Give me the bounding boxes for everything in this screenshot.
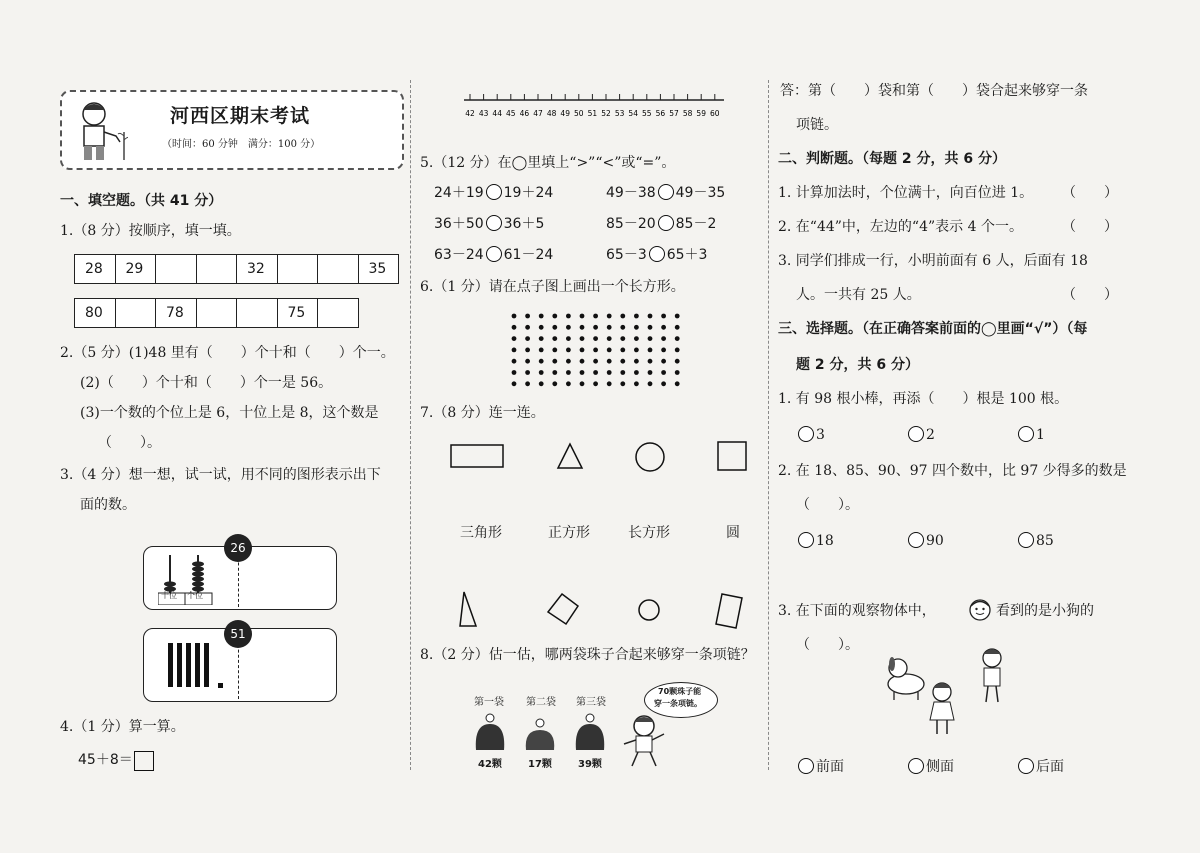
number-line-label: 51 bbox=[587, 109, 598, 118]
grid-dot bbox=[552, 325, 557, 330]
judge-3b: 人。一共有 25 人。 bbox=[796, 287, 921, 303]
answer-box[interactable] bbox=[134, 751, 154, 771]
square-face-icon bbox=[548, 594, 578, 624]
question-2a: 2.（5 分）(1)48 里有（ ）个十和（ ）个一。 bbox=[60, 345, 395, 361]
bag-2-count: 17颗 bbox=[528, 759, 552, 770]
rectangle-face-icon bbox=[716, 594, 742, 628]
number-cell[interactable] bbox=[155, 254, 197, 284]
boy-figure-icon bbox=[983, 649, 1001, 702]
number-line-label: 48 bbox=[546, 109, 557, 118]
comparison-item bbox=[606, 184, 725, 202]
grid-dot bbox=[675, 325, 680, 330]
grid-dot bbox=[661, 348, 666, 353]
number-51: 51 bbox=[230, 627, 246, 641]
grid-dot bbox=[580, 370, 585, 375]
choice-3-option-c[interactable]: 后面 bbox=[1016, 758, 1064, 776]
section-true-false: 二、判断题。（每题 2 分，共 6 分） bbox=[778, 151, 1006, 167]
grid-dot bbox=[620, 370, 625, 375]
puppy-icon bbox=[888, 657, 924, 700]
number-cell: 78 bbox=[155, 298, 197, 328]
number-cell: 35 bbox=[358, 254, 400, 284]
bubble-line-1: 70颗珠子能 bbox=[658, 687, 702, 696]
radio-circle-icon[interactable] bbox=[908, 532, 924, 548]
right-expression: 61－24 bbox=[503, 247, 554, 263]
exam-subtitle: （时间：60 分钟 满分：100 分） bbox=[162, 139, 321, 150]
number-cell: 32 bbox=[236, 254, 278, 284]
grid-dot bbox=[580, 381, 585, 386]
choice-2-option-b[interactable]: 90 bbox=[906, 532, 944, 550]
grid-dot bbox=[620, 359, 625, 364]
question-4: 4.（1 分）算一算。 bbox=[60, 719, 185, 735]
choice-2-option-c[interactable]: 85 bbox=[1016, 532, 1054, 550]
left-expression: 36＋50 bbox=[434, 216, 484, 232]
compare-circle-icon[interactable] bbox=[486, 184, 502, 200]
judge-3a: 3. 同学们排成一行，小明前面有 6 人，后面有 18 bbox=[778, 253, 1088, 269]
column-divider bbox=[410, 80, 411, 770]
radio-circle-icon[interactable] bbox=[798, 426, 814, 442]
grid-dot bbox=[648, 325, 653, 330]
choice-3a: 3. 在下面的观察物体中， bbox=[778, 603, 936, 619]
number-line-label: 59 bbox=[696, 109, 706, 118]
shape-name-triangle: 三角形 bbox=[460, 525, 502, 541]
grid-dot bbox=[675, 370, 680, 375]
question-2c: (3)一个数的个位上是 6，十位上是 8，这个数是 bbox=[80, 405, 379, 421]
comparison-item bbox=[606, 215, 716, 233]
radio-circle-icon[interactable] bbox=[798, 532, 814, 548]
grid-dot bbox=[593, 336, 598, 341]
grid-dot bbox=[580, 359, 585, 364]
grid-dot bbox=[675, 359, 680, 364]
grid-dot bbox=[648, 381, 653, 386]
grid-dot bbox=[675, 348, 680, 353]
answer-line-2: 项链。 bbox=[796, 117, 838, 133]
grid-dot bbox=[675, 381, 680, 386]
grid-dot bbox=[580, 314, 585, 319]
grid-dot bbox=[525, 381, 530, 386]
choice-1-option-c[interactable]: 1 bbox=[1016, 426, 1045, 444]
question-7: 7.（8 分）连一连。 bbox=[420, 405, 545, 421]
bag-2-label: 第二袋 bbox=[526, 697, 556, 708]
radio-circle-icon[interactable] bbox=[908, 426, 924, 442]
grid-dot bbox=[593, 325, 598, 330]
grid-dot bbox=[552, 359, 557, 364]
number-line-label: 44 bbox=[492, 109, 502, 118]
number-line-label: 53 bbox=[614, 109, 625, 118]
number-cell[interactable] bbox=[317, 298, 359, 328]
number-line-label: 54 bbox=[628, 109, 638, 118]
choice-2b: （ ）。 bbox=[796, 497, 859, 513]
question-8: 8.（2 分）估一估，哪两袋珠子合起来够穿一条项链？ bbox=[420, 647, 755, 663]
left-expression: 49－38 bbox=[606, 185, 656, 201]
question-4-expression: 45＋8＝ bbox=[78, 752, 133, 768]
grid-dot bbox=[648, 314, 653, 319]
grid-dot bbox=[620, 381, 625, 386]
grid-dot bbox=[580, 325, 585, 330]
grid-dot bbox=[539, 359, 544, 364]
grid-dot bbox=[661, 314, 666, 319]
circle-shape bbox=[636, 443, 664, 471]
number-cell: 75 bbox=[277, 298, 319, 328]
grid-dot bbox=[675, 314, 680, 319]
grid-dot bbox=[539, 314, 544, 319]
grid-dot bbox=[566, 325, 571, 330]
choice-1: 1. 有 98 根小棒，再添（ ）根是 100 根。 bbox=[778, 391, 1069, 407]
grid-dot bbox=[634, 314, 639, 319]
grid-dot bbox=[539, 325, 544, 330]
bag-1-label: 第一袋 bbox=[474, 697, 504, 708]
grid-dot bbox=[661, 325, 666, 330]
grid-dot bbox=[593, 314, 598, 319]
left-expression: 24＋19 bbox=[434, 185, 484, 201]
radio-circle-icon[interactable] bbox=[798, 758, 814, 774]
right-expression: 19＋24 bbox=[503, 185, 554, 201]
number-line bbox=[462, 88, 732, 122]
shape-name-rectangle: 长方形 bbox=[628, 525, 670, 541]
judge-3-paren[interactable]: （ ） bbox=[1062, 287, 1118, 303]
grid-dot bbox=[512, 325, 517, 330]
choice-3-option-b[interactable]: 侧面 bbox=[906, 758, 954, 776]
grid-dot bbox=[566, 314, 571, 319]
choice-1-option-a[interactable]: 3 bbox=[796, 426, 825, 444]
number-cell[interactable] bbox=[115, 298, 157, 328]
grid-dot bbox=[620, 336, 625, 341]
grid-dot bbox=[525, 348, 530, 353]
ten-sticks-icon bbox=[168, 643, 258, 693]
number-cell: 80 bbox=[74, 298, 116, 328]
choice-2-option-a[interactable]: 18 bbox=[796, 532, 834, 550]
comparison-item bbox=[434, 246, 553, 264]
choice-3a-tail: 看到的是小狗的 bbox=[996, 603, 1094, 619]
question-6: 6.（1 分）请在点子图上画出一个长方形。 bbox=[420, 279, 685, 295]
comparison-item bbox=[606, 246, 707, 264]
compare-circle-icon[interactable] bbox=[658, 215, 674, 231]
bead-bag-icon bbox=[526, 719, 554, 750]
bead-bags bbox=[470, 710, 620, 754]
grid-dot bbox=[525, 359, 530, 364]
grid-dot bbox=[661, 359, 666, 364]
grid-dot bbox=[552, 370, 557, 375]
grid-dot bbox=[620, 325, 625, 330]
bag-3-label: 第三袋 bbox=[576, 697, 606, 708]
grid-dot bbox=[593, 381, 598, 386]
judge-2-paren[interactable]: （ ） bbox=[1062, 219, 1118, 235]
triangle-face-icon bbox=[460, 592, 476, 626]
grid-dot bbox=[593, 370, 598, 375]
grid-dot bbox=[525, 336, 530, 341]
radio-circle-icon[interactable] bbox=[1018, 426, 1034, 442]
grid-dot bbox=[648, 336, 653, 341]
question-3b: 面的数。 bbox=[80, 497, 136, 513]
grid-dot bbox=[552, 314, 557, 319]
number-badge-26 bbox=[224, 534, 252, 562]
girl-figure-icon bbox=[930, 683, 954, 734]
grid-dot bbox=[539, 348, 544, 353]
grid-dot bbox=[512, 370, 517, 375]
dot-grid[interactable] bbox=[508, 310, 688, 390]
shape-name-circle: 圆 bbox=[726, 525, 740, 541]
shapes-row-top bbox=[440, 436, 760, 480]
grid-dot bbox=[580, 348, 585, 353]
grid-dot bbox=[593, 359, 598, 364]
number-line-label: 45 bbox=[506, 109, 516, 118]
ones-label: 个位 bbox=[187, 591, 203, 600]
grid-dot bbox=[539, 336, 544, 341]
number-line-label: 57 bbox=[669, 109, 679, 118]
number-line-label: 46 bbox=[519, 109, 530, 118]
right-expression: 36＋5 bbox=[503, 216, 545, 232]
grid-dot bbox=[512, 359, 517, 364]
number-line-label: 56 bbox=[655, 109, 666, 118]
solid-faces-row bbox=[450, 588, 760, 634]
grid-dot bbox=[607, 314, 612, 319]
judge-1-paren[interactable]: （ ） bbox=[1062, 185, 1118, 201]
question-5: 5.（12 分）在◯里填上“>”“<”或“=”。 bbox=[420, 155, 676, 171]
grid-dot bbox=[580, 336, 585, 341]
question-2d: （ ）。 bbox=[98, 435, 161, 451]
bubble-line-2: 穿一条项链。 bbox=[654, 699, 702, 708]
number-line-label: 50 bbox=[574, 109, 584, 118]
grid-dot bbox=[566, 336, 571, 341]
grid-dot bbox=[634, 370, 639, 375]
grid-dot bbox=[675, 336, 680, 341]
comparison-item bbox=[434, 215, 544, 233]
grid-dot bbox=[607, 381, 612, 386]
radio-circle-icon[interactable] bbox=[1018, 758, 1034, 774]
grid-dot bbox=[512, 314, 517, 319]
grid-dot bbox=[607, 359, 612, 364]
grid-dot bbox=[634, 359, 639, 364]
number-cell[interactable] bbox=[196, 298, 238, 328]
grid-dot bbox=[566, 359, 571, 364]
number-line-label: 43 bbox=[478, 109, 489, 118]
bag-3-count: 39颗 bbox=[578, 759, 602, 770]
section-choice-a: 三、选择题。（在正确答案前面的◯里画“√”）（每 bbox=[778, 321, 1088, 337]
right-expression: 49－35 bbox=[675, 185, 726, 201]
page-title: 河西区期末考试 bbox=[170, 105, 311, 127]
tens-label: 十位 bbox=[161, 591, 177, 600]
grid-dot bbox=[661, 381, 666, 386]
grid-dot bbox=[512, 348, 517, 353]
grid-dot bbox=[648, 359, 653, 364]
question-1: 1.（8 分）按顺序，填一填。 bbox=[60, 223, 241, 239]
question-2b: (2)（ ）个十和（ ）个一是 56。 bbox=[80, 375, 333, 391]
grid-dot bbox=[634, 348, 639, 353]
grid-dot bbox=[539, 381, 544, 386]
grid-dot bbox=[634, 325, 639, 330]
grid-dot bbox=[648, 348, 653, 353]
grid-dot bbox=[512, 336, 517, 341]
grid-dot bbox=[607, 370, 612, 375]
number-line-label: 49 bbox=[560, 109, 570, 118]
child-figure-icon bbox=[620, 714, 670, 768]
answer-line-1: 答：第（ ）袋和第（ ）袋合起来够穿一条 bbox=[780, 83, 1088, 99]
grid-dot bbox=[566, 348, 571, 353]
left-expression: 63－24 bbox=[434, 247, 484, 263]
girl-face-icon bbox=[968, 598, 992, 622]
choice-3b: （ ）。 bbox=[796, 637, 859, 653]
number-cell: 28 bbox=[74, 254, 116, 284]
judge-1: 1. 计算加法时，个位满十，向百位进 1。 bbox=[778, 185, 1034, 201]
grid-dot bbox=[593, 348, 598, 353]
triangle-shape bbox=[558, 444, 582, 468]
grid-dot bbox=[539, 370, 544, 375]
number-line-label: 60 bbox=[710, 109, 720, 118]
comparison-item bbox=[434, 184, 553, 202]
grid-dot bbox=[566, 381, 571, 386]
shape-name-square: 正方形 bbox=[548, 525, 590, 541]
boy-watering-plant-icon bbox=[68, 96, 128, 164]
section-fill-blanks: 一、填空题。（共 41 分） bbox=[60, 193, 223, 209]
compare-circle-icon[interactable] bbox=[649, 246, 665, 262]
grid-dot bbox=[525, 325, 530, 330]
grid-dot bbox=[661, 370, 666, 375]
title-box bbox=[60, 90, 404, 170]
judge-2: 2. 在“44”中，左边的“4”表示 4 个一。 bbox=[778, 219, 1023, 235]
number-badge-51 bbox=[224, 620, 252, 648]
grid-dot bbox=[607, 325, 612, 330]
compare-circle-icon[interactable] bbox=[658, 184, 674, 200]
grid-dot bbox=[512, 381, 517, 386]
grid-dot bbox=[648, 370, 653, 375]
bead-bag-icon bbox=[476, 714, 504, 750]
number-line-label: 58 bbox=[682, 109, 693, 118]
number-cell[interactable] bbox=[317, 254, 359, 284]
question-3a: 3.（4 分）想一想，试一试，用不同的图形表示出下 bbox=[60, 467, 381, 483]
square-shape bbox=[718, 442, 746, 470]
grid-dot bbox=[525, 370, 530, 375]
bag-1-count: 42颗 bbox=[478, 759, 502, 770]
grid-dot bbox=[607, 336, 612, 341]
grid-dot bbox=[566, 370, 571, 375]
grid-dot bbox=[620, 314, 625, 319]
column-divider bbox=[768, 80, 769, 770]
number-cell[interactable] bbox=[236, 298, 278, 328]
number-26: 26 bbox=[230, 541, 246, 555]
circle-face-icon bbox=[639, 600, 659, 620]
rectangle-shape bbox=[451, 445, 503, 467]
observation-scene bbox=[884, 644, 1014, 740]
compare-circle-icon[interactable] bbox=[486, 246, 502, 262]
right-expression: 65＋3 bbox=[666, 247, 708, 263]
number-line-label: 52 bbox=[601, 109, 611, 118]
grid-dot bbox=[620, 348, 625, 353]
right-expression: 85－2 bbox=[675, 216, 717, 232]
grid-dot bbox=[634, 381, 639, 386]
choice-2a: 2. 在 18、85、90、97 四个数中，比 97 少得多的数是 bbox=[778, 463, 1127, 479]
left-expression: 85－20 bbox=[606, 216, 656, 232]
number-cell: 29 bbox=[115, 254, 157, 284]
number-cell[interactable] bbox=[277, 254, 319, 284]
choice-3-option-a[interactable]: 前面 bbox=[796, 758, 844, 776]
left-expression: 65－3 bbox=[606, 247, 647, 263]
number-line-label: 47 bbox=[533, 109, 543, 118]
compare-circle-icon[interactable] bbox=[486, 215, 502, 231]
grid-dot bbox=[634, 336, 639, 341]
bead-bag-icon bbox=[576, 714, 604, 750]
number-line-label: 55 bbox=[642, 109, 652, 118]
grid-dot bbox=[607, 348, 612, 353]
number-cell[interactable] bbox=[196, 254, 238, 284]
grid-dot bbox=[552, 381, 557, 386]
section-choice-b: 题 2 分，共 6 分） bbox=[796, 357, 919, 373]
grid-dot bbox=[552, 348, 557, 353]
grid-dot bbox=[552, 336, 557, 341]
grid-dot bbox=[661, 336, 666, 341]
radio-circle-icon[interactable] bbox=[908, 758, 924, 774]
choice-1-option-b[interactable]: 2 bbox=[906, 426, 935, 444]
number-line-label: 42 bbox=[465, 109, 475, 118]
radio-circle-icon[interactable] bbox=[1018, 532, 1034, 548]
grid-dot bbox=[525, 314, 530, 319]
